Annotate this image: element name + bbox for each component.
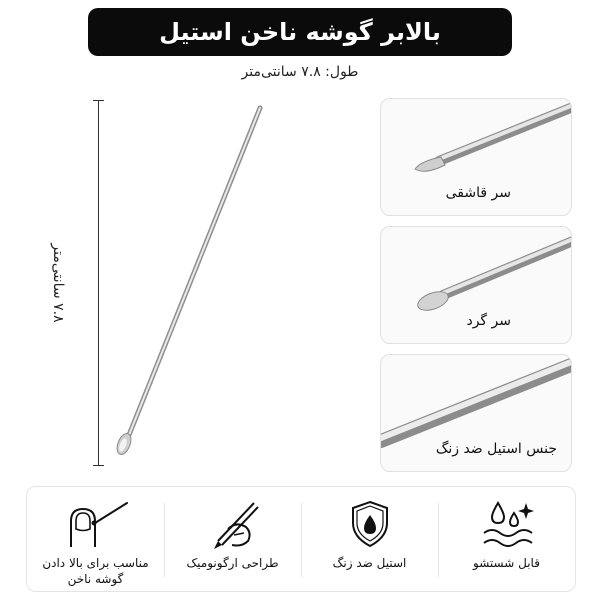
title-banner: [88, 8, 512, 56]
features-bar: [26, 486, 576, 592]
detail-label: جنس استیل ضد زنگ: [435, 441, 557, 457]
finger-nail-icon: [61, 499, 131, 549]
feature-nail-lifting: [27, 487, 164, 591]
feature-washable: [438, 487, 575, 591]
hand-pen-icon: [198, 499, 268, 549]
page-title: بالابر گوشه ناخن استیل: [159, 18, 441, 46]
water-drops-icon: [472, 499, 542, 549]
feature-label: استیل ضد زنگ: [332, 556, 407, 570]
feature-label: مناسب برای بالا دادن گوشه ناخن: [42, 556, 149, 586]
detail-card-steel-shaft: [380, 354, 572, 472]
feature-label: قابل شستشو: [473, 556, 540, 570]
dimension-line: [98, 100, 99, 466]
detail-card-round-tip: [380, 226, 572, 344]
nail-lifter-tool-image: [105, 100, 275, 470]
feature-stainless: [301, 487, 438, 591]
feature-ergonomic: [164, 487, 301, 591]
length-caption: طول: ۷.۸ سانتی‌متر: [241, 64, 359, 80]
detail-label: سر قاشقی: [445, 185, 511, 201]
detail-label: سر گرد: [466, 313, 511, 329]
detail-card-spoon-tip: [380, 98, 572, 216]
shield-drop-icon: [335, 499, 405, 549]
dimension-label: ۷.۸ سانتی‌متر: [50, 243, 66, 323]
feature-label: طراحی ارگونومیک: [186, 556, 279, 570]
